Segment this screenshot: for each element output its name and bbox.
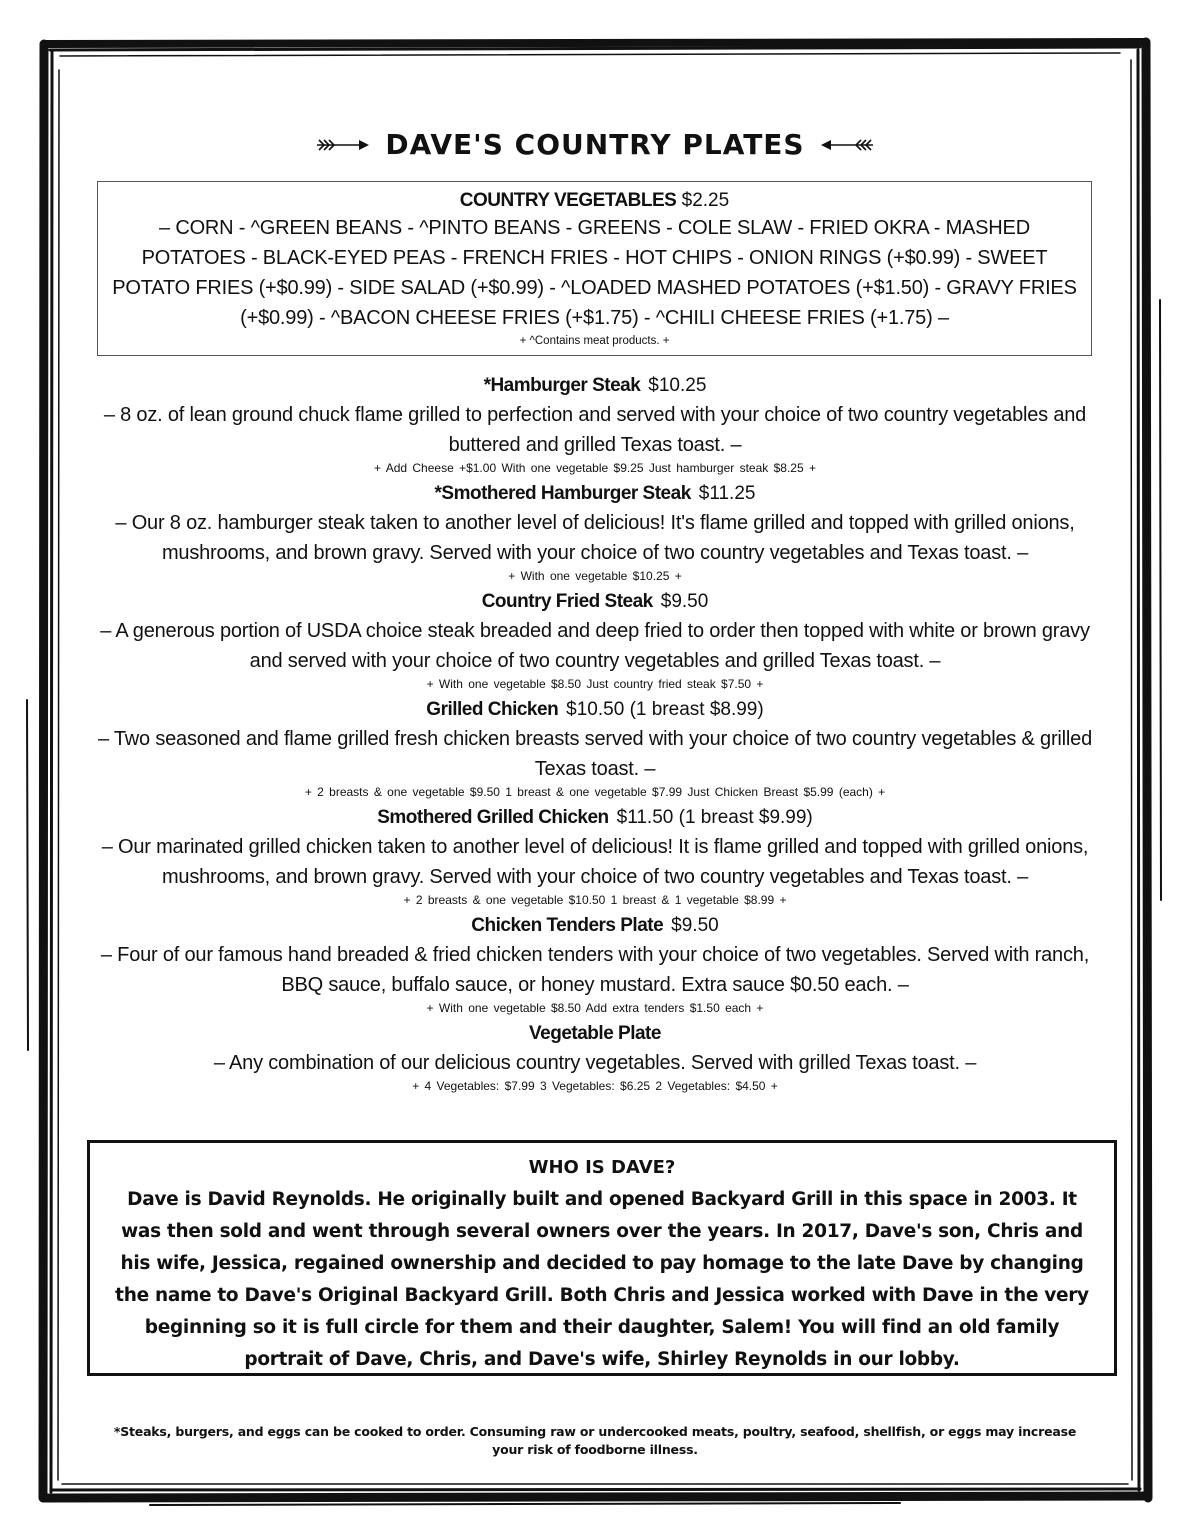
item-name: Smothered Grilled Chicken	[377, 807, 609, 828]
item-note: + With one vegetable $8.50 Add extra tenders $1.50 each +	[426, 1001, 764, 1015]
food-safety-disclaimer: *Steaks, burgers, and eggs can be cooked to order. Consuming raw or undercooked meats, poultry, seafood, shellfish, or eggs may increase your risk of foodborne illness.	[113, 1424, 1077, 1457]
item-price: $10.25	[648, 375, 707, 396]
vegetables-title: COUNTRY VEGETABLES	[459, 190, 677, 211]
menu-item-country-fried-steak	[95, 588, 1095, 692]
item-description: – 8 oz. of lean ground chuck flame grilled to perfection and served with your choice of two country vegetables and buttered and grilled Texas toast. –	[103, 404, 1087, 456]
item-note: + 4 Vegetables: $7.99 3 Vegetables: $6.25 2 Vegetables: $4.50 +	[412, 1079, 778, 1093]
about-dave-section	[87, 1140, 1117, 1376]
item-price: $11.25	[698, 483, 756, 504]
item-description: – Two seasoned and flame grilled fresh chicken breasts served with your choice of two country vegetables & grilled Texas toast. –	[97, 728, 1093, 780]
item-name: Vegetable Plate	[529, 1023, 661, 1044]
arrow-left-icon	[821, 138, 873, 152]
menu-item-smothered-hamburger-steak	[95, 480, 1095, 584]
item-note: + Add Cheese +$1.00 With one vegetable $9.25 Just hamburger steak $8.25 +	[374, 461, 816, 475]
item-note: + 2 breasts & one vegetable $10.50 1 breast & 1 vegetable $8.99 +	[403, 893, 787, 907]
item-name: Country Fried Steak	[481, 591, 653, 612]
item-description: – Our 8 oz. hamburger steak taken to another level of delicious! It's flame grilled and topped with grilled onions, mushrooms, and brown gravy. Served with your choice of two country vegetables and Texas toast. –	[115, 512, 1075, 564]
menu-item-chicken-tenders-plate	[95, 912, 1095, 1016]
vegetables-section	[97, 181, 1092, 356]
item-note: + 2 breasts & one vegetable $9.50 1 breast & one vegetable $7.99 Just Chicken Breast $5.99 (each) +	[304, 785, 886, 799]
about-title: WHO IS DAVE?	[528, 1157, 676, 1178]
item-name: *Smothered Hamburger Steak	[434, 483, 691, 504]
item-note: + With one vegetable $8.50 Just country fried steak $7.50 +	[426, 677, 764, 691]
menu-item-grilled-chicken	[95, 696, 1095, 800]
item-description: – Our marinated grilled chicken taken to another level of delicious! It is flame grilled and topped with grilled onions, mushrooms, and brown gravy. Served with your choice of two country vegetables and Texas toast. –	[101, 836, 1089, 888]
vegetables-note: + ^Contains meat products. +	[519, 335, 670, 347]
item-name: Grilled Chicken	[426, 699, 559, 720]
item-name: *Hamburger Steak	[483, 375, 641, 396]
menu-items	[95, 372, 1095, 1098]
item-description: – Four of our famous hand breaded & fried chicken tenders with your choice of two vegetables. Served with ranch, BBQ sauce, buffalo sauce, or honey mustard. Extra sauce $0.50 each. –	[100, 944, 1090, 996]
item-note: + With one vegetable $10.25 +	[508, 569, 682, 583]
vegetables-list: – CORN - ^GREEN BEANS - ^PINTO BEANS - GREENS - COLE SLAW - FRIED OKRA - MASHED POTATOES - BLACK-EYED PEAS - FRENCH FRIES - HOT CHIPS - ONION RINGS (+$0.99) - SWEET POTATO FRIES (+$0.99) - SIDE SALAD (+$0.99) - ^LOADED MASHED POTATOES (+$1.50) - GRAVY FRIES (+$0.99) - ^BACON CHEESE FRIES (+$1.75) - ^CHILI CHEESE FRIES (+1.75) –	[112, 217, 1077, 329]
menu-item-smothered-grilled-chicken	[95, 804, 1095, 908]
about-text: Dave is David Reynolds. He originally built and opened Backyard Grill in this space in 2003. It was then sold and went through several owners over the years. In 2017, Dave's son, Chris and his wife, Jessica, regained ownership and decided to pay homage to the late Dave by changing the name to Dave's Original Backyard Grill. Both Chris and Jessica worked with Dave in the very beginning so it is full circle for them and their daughter, Salem! You will find an old family portrait of Dave, Chris, and Dave's wife, Shirley Reynolds in our lobby.	[115, 1189, 1089, 1370]
item-description: – Any combination of our delicious country vegetables. Served with grilled Texas toast. –	[213, 1052, 977, 1074]
page-header	[0, 128, 1190, 161]
item-price: $10.50 (1 breast $8.99)	[566, 699, 764, 720]
item-name: Chicken Tenders Plate	[471, 915, 664, 936]
item-description: – A generous portion of USDA choice steak breaded and deep fried to order then topped with white or brown gravy and served with your choice of two country vegetables and grilled Texas toast. –	[100, 620, 1090, 672]
vegetables-price: $2.25	[681, 190, 730, 211]
arrow-right-icon	[317, 138, 369, 152]
vegetables-heading	[98, 190, 1091, 212]
menu-item-hamburger-steak	[95, 372, 1095, 476]
item-price: $9.50	[671, 915, 719, 936]
item-price: $11.50 (1 breast $9.99)	[616, 807, 813, 828]
page-title: DAVE'S COUNTRY PLATES	[385, 128, 805, 161]
item-price: $9.50	[660, 591, 709, 612]
menu-item-vegetable-plate	[95, 1020, 1095, 1094]
